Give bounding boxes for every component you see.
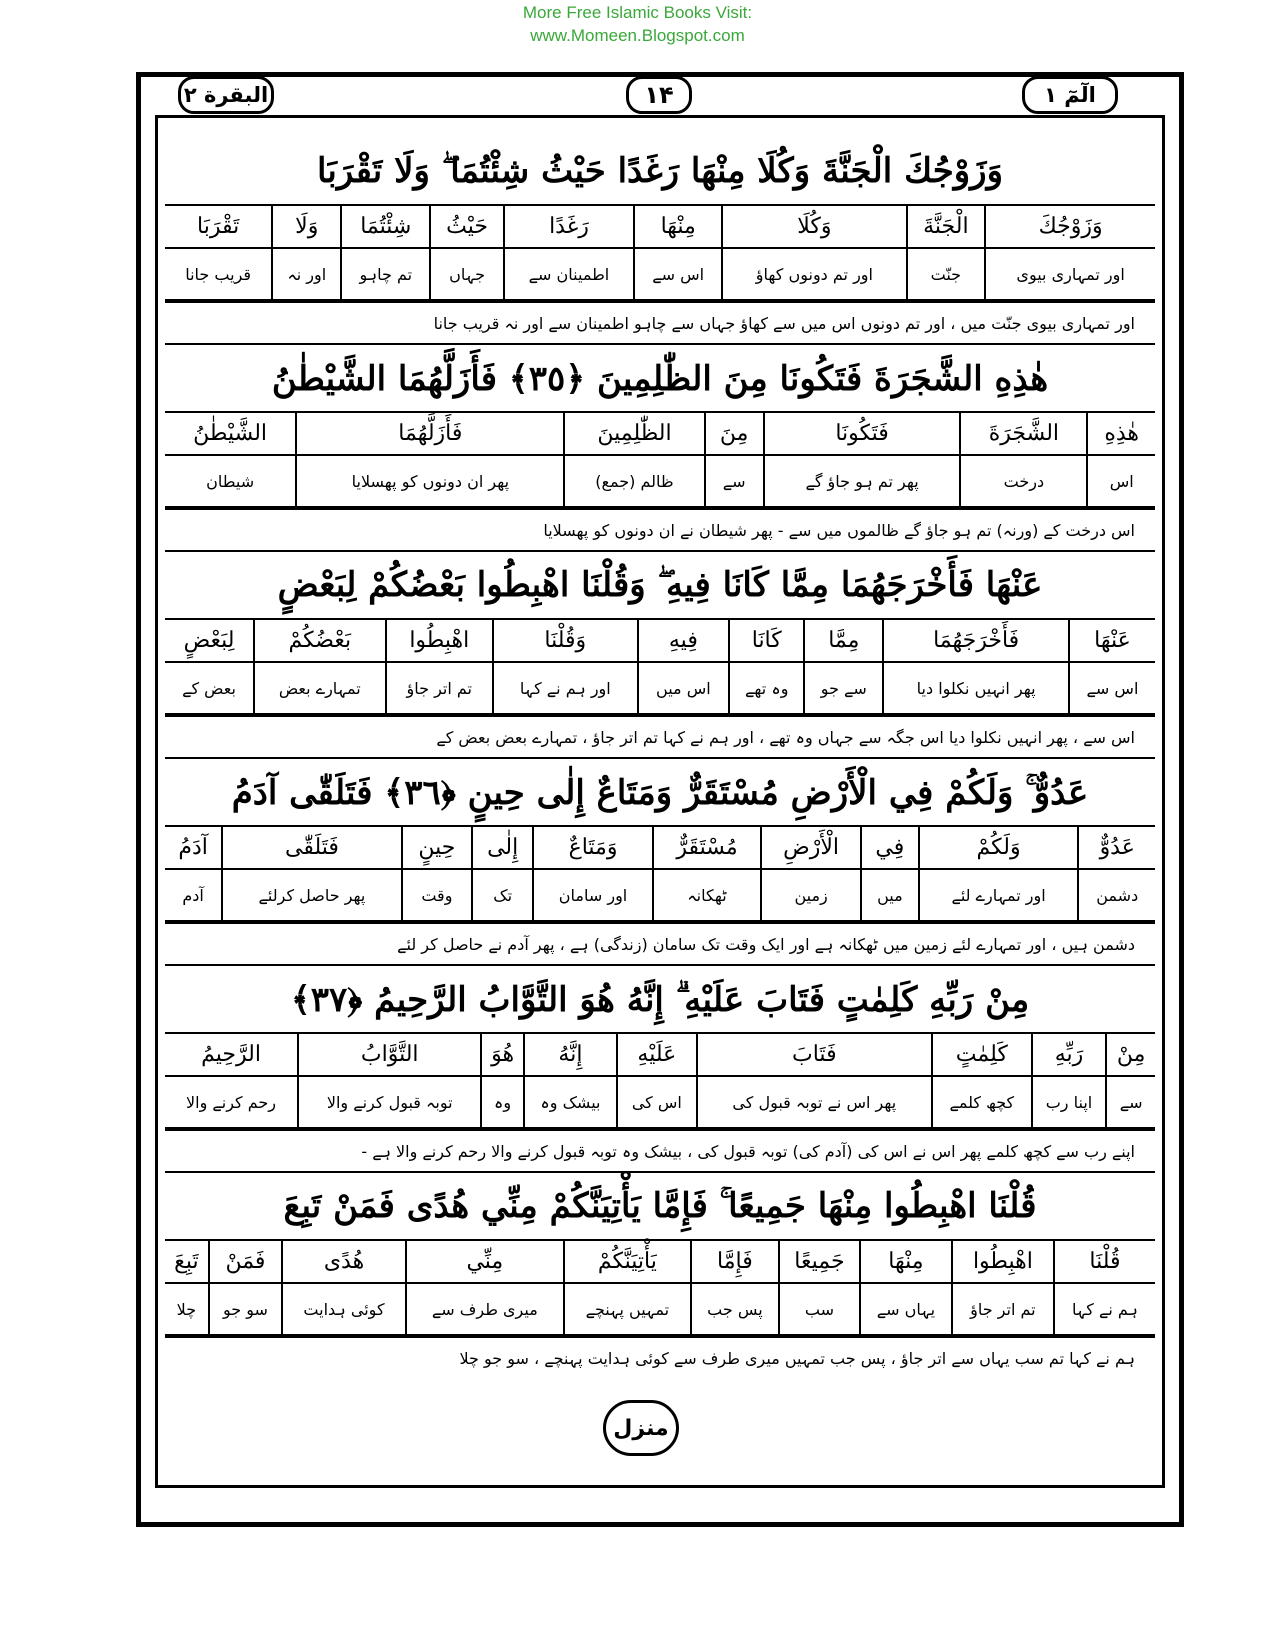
arabic-word-cell: وَلَكُمْ [919,827,1079,869]
page-number: ۱۴ [626,76,692,114]
urdu-meaning-cell: سے [1106,1076,1155,1128]
urdu-meaning-cell: تم اتر جاؤ [386,662,493,714]
arabic-word-cell: فَتَابَ [697,1034,932,1076]
arabic-word-cell: وَزَوْجُكَ [985,206,1155,248]
urdu-meaning-cell: تم اتر جاؤ [952,1283,1054,1335]
arabic-word-cell: إِنَّهُ [524,1034,617,1076]
arabic-word-cell: مِنْهَا [860,1241,952,1283]
arabic-word-cell: مِنِّي [406,1241,564,1283]
arabic-word-cell: فَتَلَقّٰى [222,827,402,869]
arabic-word-cell: يَأْتِيَنَّكُمْ [564,1241,691,1283]
word-grid [165,413,1155,508]
arabic-word-cell: وَكُلَا [722,206,906,248]
arabic-word-cell: فَأَزَلَّهُمَا [296,413,564,455]
urdu-meaning-cell: سے جو [804,662,883,714]
arabic-word-cell: فِيهِ [638,620,730,662]
surah-label: البقرة ٢ [178,76,274,114]
urdu-meaning-cell: وہ [481,1076,523,1128]
urdu-meaning-cell: اطمینان سے [504,248,634,300]
arabic-word-cell: مِمَّا [804,620,883,662]
arabic-word-cell: حِينٍ [402,827,472,869]
urdu-meaning-cell: تمہارے بعض [254,662,385,714]
urdu-meaning-cell: اور تم دونوں کھاؤ [722,248,906,300]
verse-block [165,757,1155,964]
arabic-word-cell: هُدًى [282,1241,406,1283]
arabic-word-cell: فَمَنْ [209,1241,282,1283]
arabic-word-cell: وَمَتَاعٌ [533,827,653,869]
arabic-word-cell: كَانَا [729,620,804,662]
arabic-word-cell: عَنْهَا [1069,620,1155,662]
urdu-meaning-cell: اور سامان [533,869,653,921]
urdu-meaning-cell: توبہ قبول کرنے والا [298,1076,481,1128]
arabic-word-cell: آدَمُ [165,827,222,869]
juz-label: الٓمٓ ١ [1022,76,1118,114]
urdu-meaning-cell: پھر حاصل کرلئے [222,869,402,921]
urdu-meaning-cell: پھر ان دونوں کو پھسلایا [296,455,564,507]
urdu-meaning-cell: جنّت [907,248,986,300]
verse-block [165,343,1155,550]
arabic-word-cell: التَّوَّابُ [298,1034,481,1076]
urdu-meaning-cell: سو جو [209,1283,282,1335]
arabic-word-cell: بَعْضُكُمْ [254,620,385,662]
arabic-word-cell: فَأَخْرَجَهُمَا [883,620,1069,662]
urdu-meaning-cell: درخت [960,455,1087,507]
urdu-meaning-cell: زمین [761,869,861,921]
urdu-meaning-cell: قریب جانا [165,248,272,300]
urdu-meaning-cell: میری طرف سے [406,1283,564,1335]
urdu-meaning-cell: میں [861,869,919,921]
urdu-meaning-cell: اپنا رب [1032,1076,1107,1128]
urdu-translation-line: دشمن ہیں ، اور تمہارے لئے زمین میں ٹھکانہ ہے اور ایک وقت تک سامان (زندگی) ہے ، پھر آدم نے حاصل کر لئے [165,922,1155,964]
urdu-meaning-cell: وہ تھے [729,662,804,714]
arabic-word-cell: الرَّحِيمُ [165,1034,298,1076]
verse-block [165,138,1155,343]
urdu-meaning-cell: پھر انہیں نکلوا دیا [883,662,1069,714]
urdu-meaning-cell: اور نہ [272,248,341,300]
arabic-word-cell: اهْبِطُوا [386,620,493,662]
arabic-word-cell: وَلَا [272,206,341,248]
arabic-word-cell: شِئْتُمَا [341,206,430,248]
ayah-text: عَنْهَا فَأَخْرَجَهُمَا مِمَّا كَانَا فِيهِ ۖ وَقُلْنَا اهْبِطُوا بَعْضُكُمْ لِبَعْضٍ [165,552,1155,620]
arabic-word-cell: حَيْثُ [430,206,503,248]
urdu-meaning-cell: ٹھکانہ [653,869,761,921]
urdu-meaning-cell: اور ہم نے کہا [493,662,638,714]
urdu-meaning-cell: دشمن [1078,869,1155,921]
urdu-meaning-cell: وقت [402,869,472,921]
urdu-meaning-cell: اس سے [1069,662,1155,714]
word-grid [165,1034,1155,1129]
arabic-word-cell: عَلَيْهِ [617,1034,697,1076]
urdu-meaning-cell: تک [472,869,533,921]
arabic-word-cell: جَمِيعًا [779,1241,860,1283]
urdu-meaning-cell: یہاں سے [860,1283,952,1335]
arabic-word-cell: الظّٰلِمِينَ [564,413,704,455]
verse-block [165,964,1155,1171]
urdu-translation-line: اپنے رب سے کچھ کلمے پھر اس نے اس کی (آدم کی) توبہ قبول کی ، بیشک وہ توبہ قبول کرنے والا رحم کرنے والا ہے - [165,1129,1155,1171]
urdu-translation-line: اس درخت کے (ورنہ) تم ہو جاؤ گے ظالموں میں سے - پھر شیطان نے ان دونوں کو پھسلایا [165,508,1155,550]
arabic-word-cell: فَتَكُونَا [764,413,961,455]
arabic-word-cell: هٰذِهِ [1087,413,1155,455]
urdu-meaning-cell: آدم [165,869,222,921]
urdu-translation-line: اس سے ، پھر انہیں نکلوا دیا اس جگہ سے جہاں وہ تھے ، اور ہم نے کہا تم اتر جاؤ ، تمہارے بعض بعض کے [165,715,1155,757]
urdu-meaning-cell: سب [779,1283,860,1335]
arabic-word-cell: تَبِعَ [165,1241,209,1283]
arabic-word-cell: قُلْنَا [1054,1241,1155,1283]
ayah-text: عَدُوٌّ ۚ وَلَكُمْ فِي الْأَرْضِ مُسْتَقَرٌّ وَمَتَاعٌ إِلٰى حِينٍ ﴿٣٦﴾ فَتَلَقّٰى آدَمُ [165,759,1155,827]
arabic-word-cell: إِلٰى [472,827,533,869]
arabic-word-cell: فِي [861,827,919,869]
arabic-word-cell: فَإِمَّا [691,1241,779,1283]
arabic-word-cell: مِنْ [1106,1034,1155,1076]
arabic-word-cell: كَلِمٰتٍ [932,1034,1032,1076]
urdu-meaning-cell: تمہیں پہنچے [564,1283,691,1335]
urdu-meaning-cell: جہاں [430,248,503,300]
urdu-meaning-cell: رحم کرنے والا [165,1076,298,1128]
site-promo-line: More Free Islamic Books Visit: [522,3,753,22]
urdu-meaning-cell: سے [705,455,764,507]
urdu-translation-line: اور تمہاری بیوی جنّت میں ، اور تم دونوں اس میں سے کھاؤ جہاں سے چاہو اطمینان سے اور نہ قریب جانا [165,301,1155,343]
arabic-word-cell: هُوَ [481,1034,523,1076]
ayah-text: مِنْ رَبِّهِ كَلِمٰتٍ فَتَابَ عَلَيْهِ ۗ إِنَّهُ هُوَ التَّوَّابُ الرَّحِيمُ ﴿٣٧﴾ [165,966,1155,1034]
urdu-meaning-cell: چلا [165,1283,209,1335]
verse-block [165,1171,1155,1378]
word-grid [165,620,1155,715]
arabic-word-cell: مِنَ [705,413,764,455]
arabic-word-cell: الشَّيْطٰنُ [165,413,296,455]
arabic-word-cell: مُسْتَقَرٌّ [653,827,761,869]
arabic-word-cell: الْأَرْضِ [761,827,861,869]
arabic-word-cell: اهْبِطُوا [952,1241,1054,1283]
urdu-meaning-cell: پھر اس نے توبہ قبول کی [697,1076,932,1128]
urdu-meaning-cell: بیشک وہ [524,1076,617,1128]
verse-block [165,550,1155,757]
urdu-meaning-cell: اس سے [634,248,722,300]
arabic-word-cell: لِبَعْضٍ [165,620,254,662]
manzil-label: منزل [603,1400,679,1456]
urdu-meaning-cell: کچھ کلمے [932,1076,1032,1128]
site-url-line: www.Momeen.Blogspot.com [530,26,745,45]
urdu-meaning-cell: ہم نے کہا [1054,1283,1155,1335]
urdu-meaning-cell: ظالم (جمع) [564,455,704,507]
word-grid [165,1241,1155,1336]
urdu-meaning-cell: شیطان [165,455,296,507]
urdu-meaning-cell: پس جب [691,1283,779,1335]
arabic-word-cell: مِنْهَا [634,206,722,248]
urdu-meaning-cell: اور تمہارے لئے [919,869,1079,921]
ayah-text: وَزَوْجُكَ الْجَنَّةَ وَكُلَا مِنْهَا رَغَدًا حَيْثُ شِئْتُمَا ۖ وَلَا تَقْرَبَا [165,138,1155,206]
ayah-text: قُلْنَا اهْبِطُوا مِنْهَا جَمِيعًا ۚ فَإِمَّا يَأْتِيَنَّكُمْ مِنِّي هُدًى فَمَنْ تَبِعَ [165,1173,1155,1241]
arabic-word-cell: رَبِّهِ [1032,1034,1107,1076]
arabic-word-cell: عَدُوٌّ [1078,827,1155,869]
arabic-word-cell: الشَّجَرَةَ [960,413,1087,455]
urdu-meaning-cell: بعض کے [165,662,254,714]
word-grid [165,827,1155,922]
urdu-meaning-cell: پھر تم ہو جاؤ گے [764,455,961,507]
urdu-meaning-cell: کوئی ہدایت [282,1283,406,1335]
arabic-word-cell: تَقْرَبَا [165,206,272,248]
arabic-word-cell: الْجَنَّةَ [907,206,986,248]
arabic-word-cell: وَقُلْنَا [493,620,638,662]
urdu-meaning-cell: تم چاہو [341,248,430,300]
urdu-translation-line: ہم نے کہا تم سب یہاں سے اتر جاؤ ، پس جب تمہیں میری طرف سے کوئی ہدایت پہنچے ، سو جو چلا [165,1336,1155,1378]
urdu-meaning-cell: اس [1087,455,1155,507]
word-grid [165,206,1155,301]
word-by-word-content [165,138,1155,1378]
urdu-meaning-cell: اس میں [638,662,730,714]
arabic-word-cell: رَغَدًا [504,206,634,248]
urdu-meaning-cell: اس کی [617,1076,697,1128]
ayah-text: هٰذِهِ الشَّجَرَةَ فَتَكُونَا مِنَ الظّٰلِمِينَ ﴿٣٥﴾ فَأَزَلَّهُمَا الشَّيْطٰنُ [165,345,1155,413]
urdu-meaning-cell: اور تمہاری بیوی [985,248,1155,300]
